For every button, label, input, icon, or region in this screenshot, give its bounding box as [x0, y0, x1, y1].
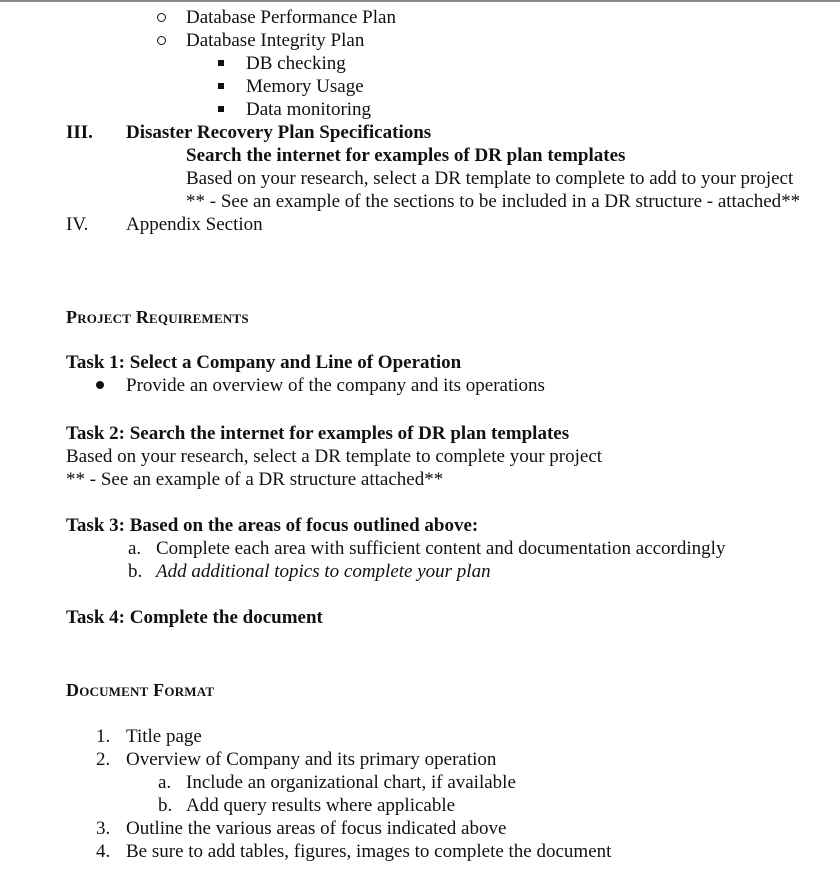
format-marker-2a: a.	[158, 772, 172, 793]
section-title-appendix: Appendix Section	[126, 214, 263, 235]
bullet-dot-icon	[96, 381, 104, 389]
format-marker-1: 1.	[96, 726, 111, 747]
task3-item-b: Add additional topics to complete your plan	[156, 561, 491, 582]
task3-title: Task 3: Based on the areas of focus outlined above:	[66, 515, 479, 536]
format-item-2: Overview of Company and its primary operation	[126, 749, 497, 770]
task2-line2: ** - See an example of a DR structure attached**	[66, 469, 444, 490]
format-item-4: Be sure to add tables, figures, images to complete the document	[126, 841, 612, 862]
section-title-disaster-recovery: Disaster Recovery Plan Specifications	[126, 122, 432, 143]
format-item-1: Title page	[126, 726, 202, 747]
format-item-3: Outline the various areas of focus indicated above	[126, 818, 507, 839]
square-bullet-icon	[218, 83, 224, 89]
format-marker-3: 3.	[96, 818, 111, 839]
document-format-heading: Document Format	[66, 680, 215, 700]
task3-item-a: Complete each area with sufficient content and documentation accordingly	[156, 538, 726, 559]
section3-search-line: Search the internet for examples of DR plan templates	[186, 145, 626, 166]
project-requirements-heading: Project Requirements	[66, 307, 249, 327]
bullet-database-integrity: Database Integrity Plan	[186, 30, 365, 51]
circle-bullet-icon	[157, 36, 166, 45]
section-numeral-iv: IV.	[66, 214, 89, 235]
task1-bullet: Provide an overview of the company and its operations	[126, 375, 545, 396]
square-bullet-icon	[218, 106, 224, 112]
bullet-database-performance: Database Performance Plan	[186, 7, 396, 28]
page-top-border	[0, 0, 840, 2]
format-marker-2b: b.	[158, 795, 173, 816]
sub-bullet-db-checking: DB checking	[246, 53, 346, 74]
section3-research-line: Based on your research, select a DR template to complete to add to your project	[186, 168, 794, 189]
format-marker-2: 2.	[96, 749, 111, 770]
task1-title: Task 1: Select a Company and Line of Operation	[66, 352, 462, 373]
task2-line1: Based on your research, select a DR template to complete your project	[66, 446, 603, 467]
task2-title: Task 2: Search the internet for examples of DR plan templates	[66, 423, 570, 444]
section-numeral-iii: III.	[66, 122, 93, 143]
format-item-2a: Include an organizational chart, if available	[186, 772, 516, 793]
task4-title: Task 4: Complete the document	[66, 607, 323, 628]
format-marker-4: 4.	[96, 841, 111, 862]
task3-marker-a: a.	[128, 538, 142, 559]
task3-marker-b: b.	[128, 561, 143, 582]
format-item-2b: Add query results where applicable	[186, 795, 456, 816]
square-bullet-icon	[218, 60, 224, 66]
sub-bullet-data-monitoring: Data monitoring	[246, 99, 372, 120]
section3-example-line: ** - See an example of the sections to be included in a DR structure - attached**	[186, 191, 801, 212]
sub-bullet-memory-usage: Memory Usage	[246, 76, 364, 97]
circle-bullet-icon	[157, 13, 166, 22]
